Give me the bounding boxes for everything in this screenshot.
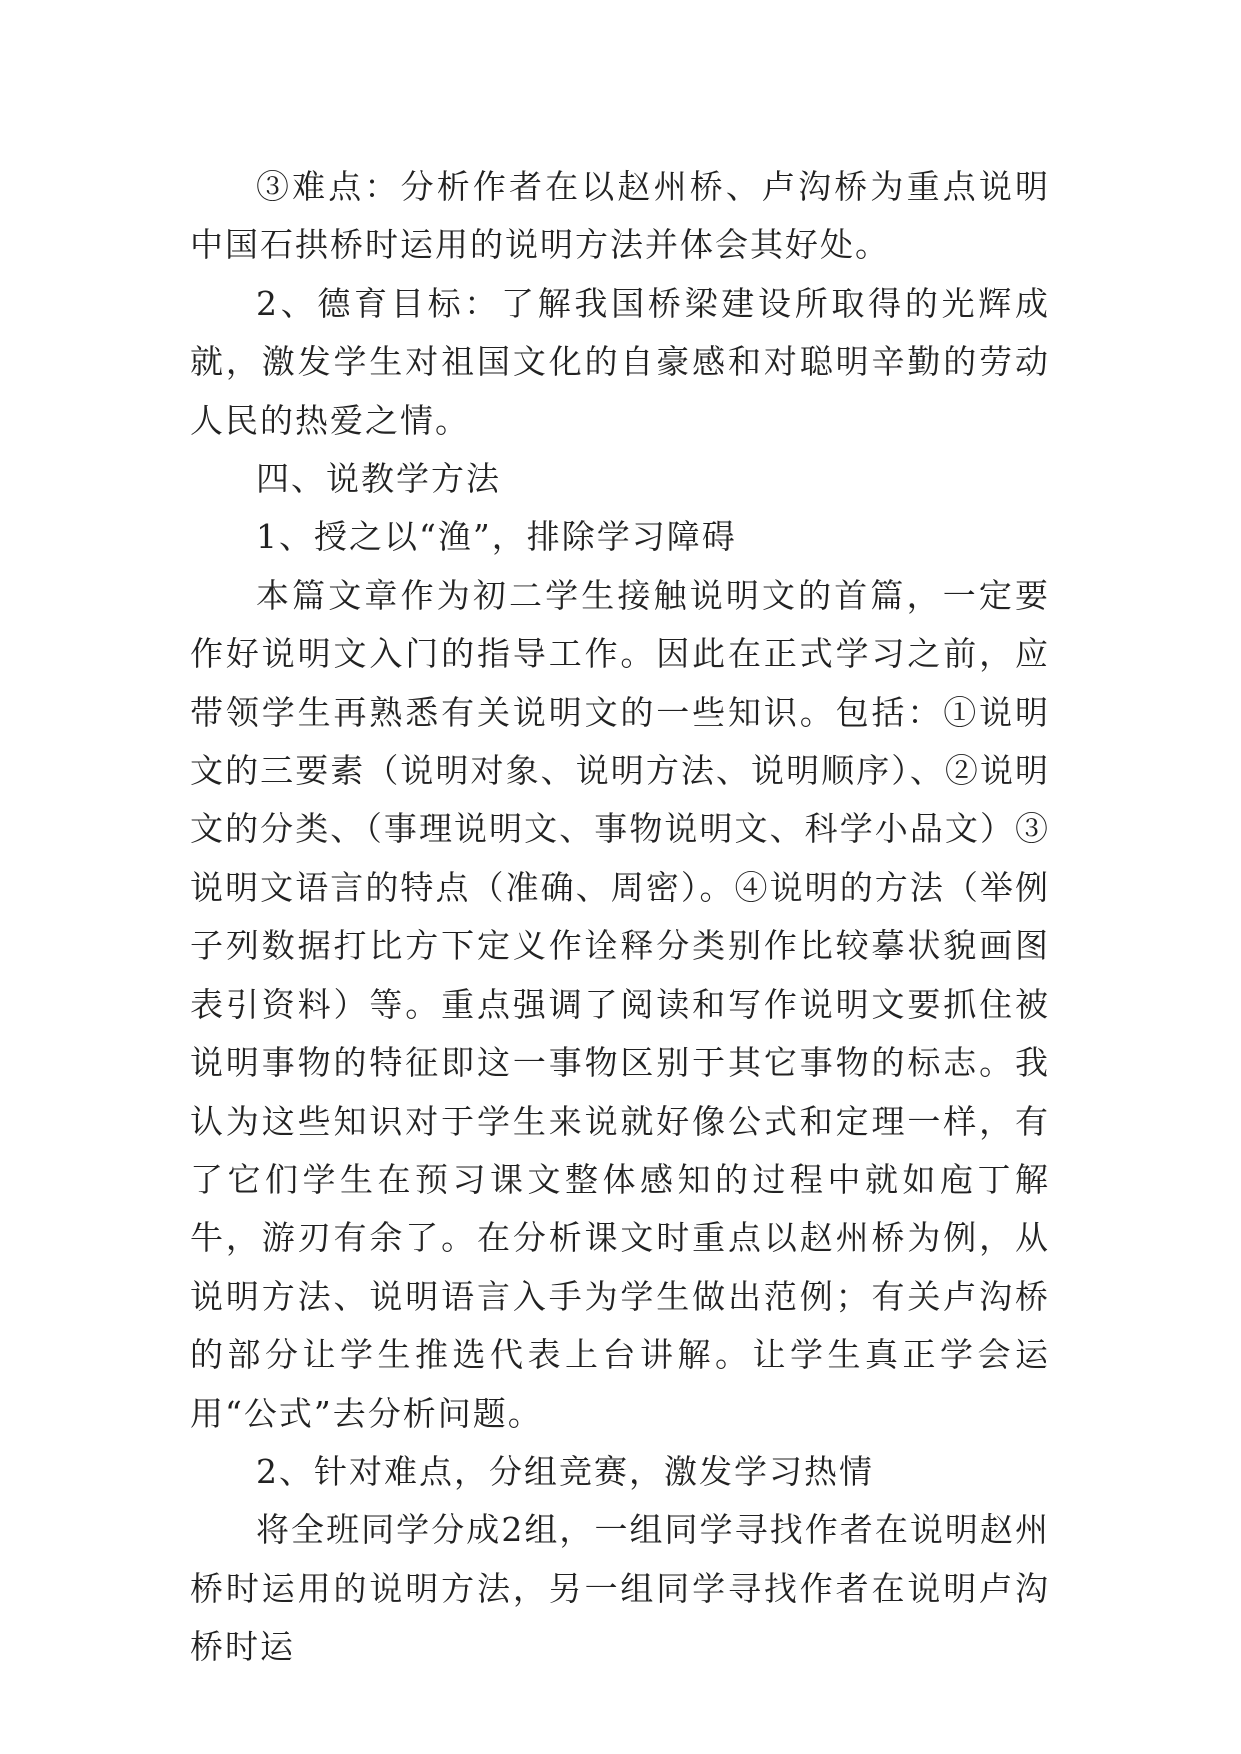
paragraph-moral-goal: 2、德育目标：了解我国桥梁建设所取得的光辉成就，激发学生对祖国文化的自豪感和对聪明辛勤的劳动人民的热爱之情。 — [190, 283, 1050, 440]
paragraph-method-1-body: 本篇文章作为初二学生接触说明文的首篇，一定要作好说明文入门的指导工作。因此在正式学习之前，应带领学生再熟悉有关说明文的一些知识。包括：①说明文的三要素（说明对象、说明方法、说明顺序）、②说明文的分类、（事理说明文、事物说明文、科学小品文）③说明文语言的特点（准确、周密）。④说明的方法（举例子列数据打比方下定义作诠释分类别作比较摹状貌画图表引资料）等。重点强调了阅读和写作说明文要抓住被说明事物的特征即这一事物区别于其它事物的标志。我认为这些知识对于学生来说就好像公式和定理一样，有了它们学生在预习课文整体感知的过程中就如庖丁解牛，游刃有余了。在分析课文时重点以赵州桥为例，从说明方法、说明语言入手为学生做出范例；有关卢沟桥的部分让学生推选代表上台讲解。让学生真正学会运用“公式”去分析问题。 — [190, 575, 1050, 1433]
paragraph-method-2-body: 将全班同学分成2组，一组同学寻找作者在说明赵州桥时运用的说明方法，另一组同学寻找作者在说明卢沟桥时运 — [190, 1510, 1050, 1667]
document-body — [190, 158, 1050, 1677]
subheading-method-1: 1、授之以“渔”，排除学习障碍 — [256, 517, 737, 557]
section-heading-teaching-methods: 四、说教学方法 — [256, 459, 501, 499]
paragraph-difficulty: ③难点：分析作者在以赵州桥、卢沟桥为重点说明中国石拱桥时运用的说明方法并体会其好处。 — [190, 167, 1050, 265]
subheading-method-2: 2、针对难点，分组竞赛，激发学习热情 — [256, 1451, 874, 1491]
